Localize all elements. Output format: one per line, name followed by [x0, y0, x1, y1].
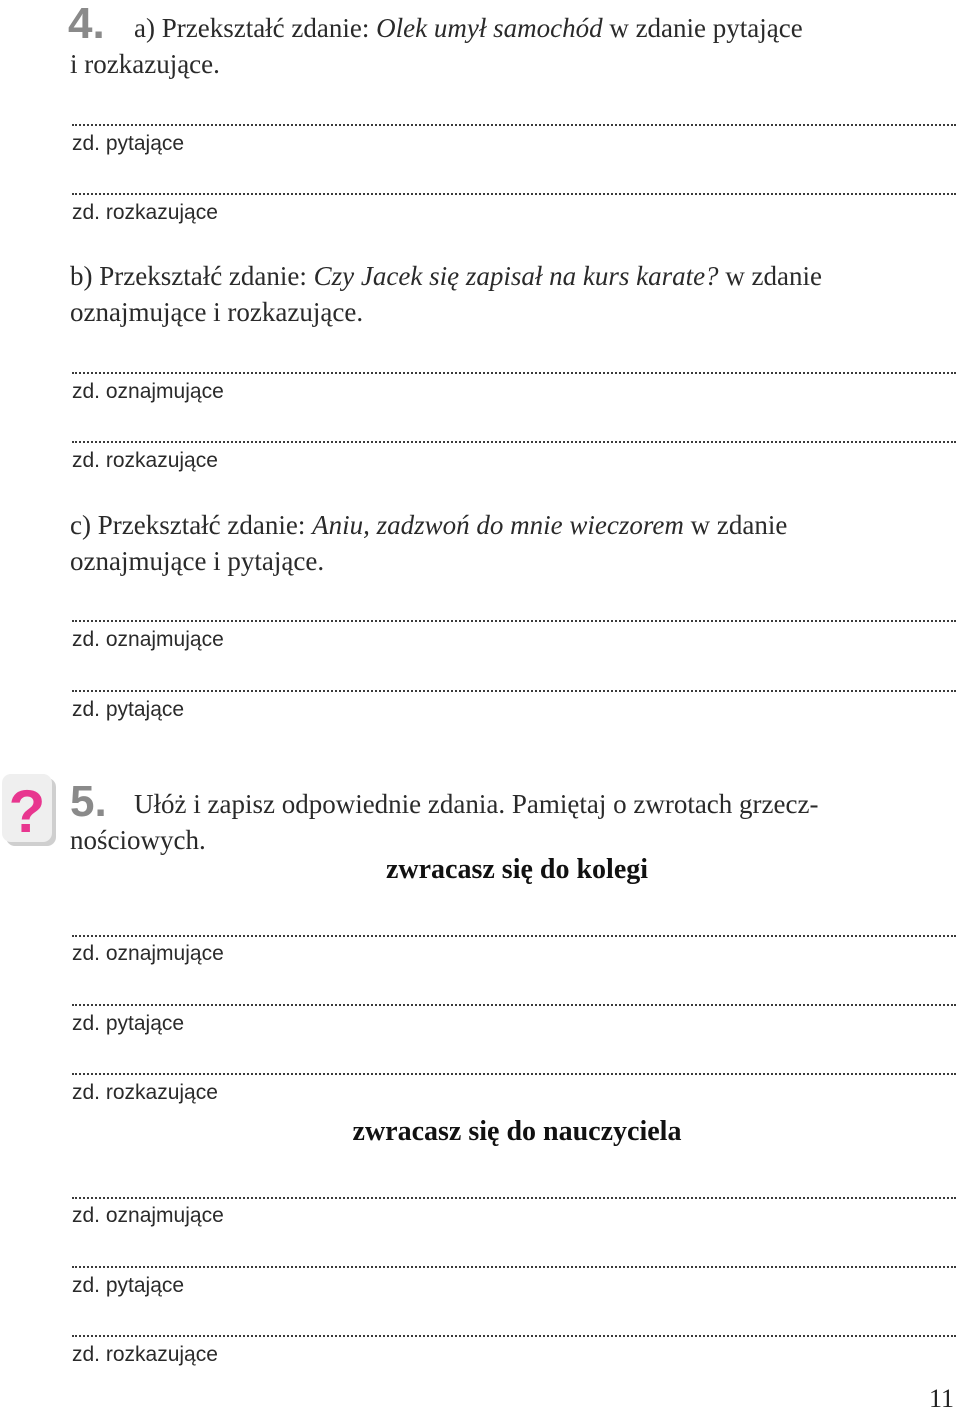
answer-line-4c-1[interactable] [72, 620, 956, 622]
answer-label-4a-1: zd. pytające [72, 132, 185, 155]
answer-line-5b-1[interactable] [72, 1197, 956, 1199]
exercise-4-number: 4. [68, 0, 105, 48]
answer-label-5b-1: zd. oznajmujące [72, 1204, 224, 1227]
exercise-4a-instruction-line2: i rozkazujące. [70, 49, 220, 79]
answer-line-4b-1[interactable] [72, 372, 956, 374]
exercise-4a-instruction-line1 [134, 10, 960, 46]
exercise-4c-prefix: c) Przekształć zdanie: [70, 510, 313, 540]
answer-label-4b-2: zd. rozkazujące [72, 449, 218, 472]
answer-line-4b-2[interactable] [72, 441, 956, 443]
answer-label-5a-1: zd. oznajmujące [72, 942, 224, 965]
svg-text:?: ? [8, 778, 46, 845]
exercise-4a-suffix: w zdanie pytające [602, 13, 803, 43]
page-number: 11 [928, 1384, 954, 1413]
exercise-4c-sentence: Aniu, zadzwoń do mnie wieczorem [312, 510, 684, 540]
answer-line-5a-2[interactable] [72, 1004, 956, 1006]
answer-line-5a-3[interactable] [72, 1073, 956, 1075]
answer-label-5a-3: zd. rozkazujące [72, 1081, 218, 1104]
exercise-4c-instruction-line1 [70, 507, 960, 543]
question-mark-icon [0, 772, 58, 848]
group-heading-nauczyciel: zwracasz się do nauczyciela [352, 1116, 682, 1147]
answer-line-5b-3[interactable] [72, 1335, 956, 1337]
exercise-5-instruction-line2: nościowych. [70, 825, 206, 855]
answer-line-4a-1[interactable] [72, 124, 956, 126]
exercise-4b-instruction-line1 [70, 258, 960, 294]
exercise-4c-instruction-line2: oznajmujące i pytające. [70, 546, 325, 576]
exercise-4b-sentence: Czy Jacek się zapisał na kurs karate? [313, 261, 719, 291]
answer-line-5b-2[interactable] [72, 1266, 956, 1268]
exercise-4b-suffix: w zdanie [718, 261, 823, 291]
answer-line-4c-2[interactable] [72, 690, 956, 692]
answer-line-5a-1[interactable] [72, 935, 956, 937]
exercise-5-instruction-line1: Ułóż i zapisz odpowiednie zdania. Pamiętaj o zwrotach grzecz- [134, 789, 819, 819]
answer-label-4b-1: zd. oznajmujące [72, 380, 224, 403]
exercise-4c-suffix: w zdanie [683, 510, 788, 540]
exercise-4a-sentence: Olek umył samochód [376, 13, 603, 43]
answer-label-4c-2: zd. pytające [72, 698, 185, 721]
answer-label-5b-3: zd. rozkazujące [72, 1343, 218, 1366]
exercise-4b-prefix: b) Przekształć zdanie: [70, 261, 314, 291]
answer-label-5b-2: zd. pytające [72, 1274, 185, 1297]
answer-label-5a-2: zd. pytające [72, 1012, 185, 1035]
answer-line-4a-2[interactable] [72, 193, 956, 195]
answer-label-4a-2: zd. rozkazujące [72, 201, 218, 224]
exercise-5-number: 5. [70, 777, 107, 826]
exercise-4a-prefix: a) Przekształć zdanie: [134, 13, 377, 43]
answer-label-4c-1: zd. oznajmujące [72, 628, 224, 651]
exercise-4b-instruction-line2: oznajmujące i rozkazujące. [70, 297, 364, 327]
group-heading-kolega: zwracasz się do kolegi [385, 854, 649, 885]
